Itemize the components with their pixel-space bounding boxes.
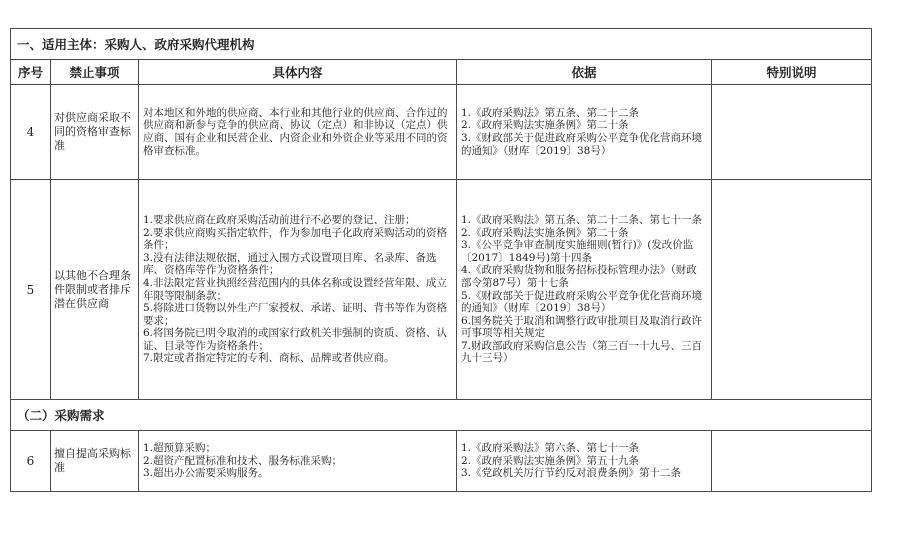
row-prohibited-item: 对供应商采取不同的资格审查标准 bbox=[51, 85, 139, 180]
row-prohibited-item: 擅自提高采购标准 bbox=[51, 431, 139, 492]
content-line: 3.超出办公需要采购服务。 bbox=[143, 467, 269, 480]
header-special-note: 特别说明 bbox=[712, 60, 872, 85]
table-row bbox=[11, 431, 872, 492]
content-line: 对本地区和外地的供应商、本行业和其他行业的供应商、合作过的供应商和新参与竞争的供应商、协议（定点）和非协议（定点）供应商、国有企业和民营企业、内资企业和外资企业等采用不同的资格审查标准。 bbox=[143, 106, 448, 157]
row-basis bbox=[457, 431, 712, 492]
content-line: 6.将国务院已明令取消的或国家行政机关非强制的资质、资格、认证、目录等作为资格条件； bbox=[143, 327, 448, 352]
basis-line: 1.《政府采购法》第五条、第二十二条 bbox=[461, 106, 640, 119]
basis-line: 3.《财政部关于促进政府采购公平竞争优化营商环境的通知》（财库〔2019〕38号） bbox=[461, 132, 703, 157]
basis-line: 1.《政府采购法》第五条、第二十二条、第七十一条 bbox=[461, 213, 703, 226]
header-row bbox=[11, 60, 872, 85]
basis-line: 2.《政府采购法实施条例》第二十条 bbox=[461, 226, 629, 239]
basis-line: 6.国务院关于取消和调整行政审批项目及取消行政许可事项等相关规定 bbox=[461, 314, 703, 340]
content-line: 2.要求供应商购买指定软件，作为参加电子化政府采购活动的资格条件； bbox=[143, 226, 448, 252]
row-content bbox=[139, 180, 457, 400]
content-line: 1.要求供应商在政府采购活动前进行不必要的登记、注册； bbox=[143, 213, 416, 226]
content-line: 1.超预算采购； bbox=[143, 442, 217, 455]
content-line: 5.将除进口货物以外生产厂家授权、承诺、证明、背书等作为资格要求； bbox=[143, 302, 448, 327]
basis-line: 3.《党政机关厉行节约反对浪费条例》第十二条 bbox=[461, 467, 682, 480]
row-content bbox=[139, 85, 457, 180]
row-content bbox=[139, 431, 457, 492]
content-line: 4.非法限定营业执照经营范围内的具体名称或设置经营年限、成立年限等限制条款； bbox=[143, 276, 448, 302]
section-heading-row bbox=[11, 29, 872, 60]
basis-line: 3.《公平竞争审查制度实施细则(暂行)》(发改价监〔2017〕1849号)第十四条 bbox=[461, 239, 694, 264]
section-title: 一、适用主体：采购人、政府采购代理机构 bbox=[11, 29, 872, 60]
content-line: 7.限定或者指定特定的专利、商标、品牌或者供应商。 bbox=[143, 352, 395, 365]
header-basis: 依据 bbox=[457, 60, 712, 85]
basis-line: 1.《政府采购法》第六条、第七十一条 bbox=[461, 442, 640, 455]
row-special-note bbox=[712, 431, 872, 492]
prohibited-items-table bbox=[10, 28, 872, 492]
row-number: 4 bbox=[11, 85, 51, 180]
row-special-note bbox=[712, 85, 872, 180]
header-number: 序号 bbox=[11, 60, 51, 85]
regulation-table-page bbox=[10, 28, 871, 492]
row-number: 6 bbox=[11, 431, 51, 492]
row-number: 5 bbox=[11, 180, 51, 400]
row-basis bbox=[457, 180, 712, 400]
section-title: （二）采购需求 bbox=[11, 400, 872, 431]
content-line: 2.超资产配置标准和技术、服务标准采购； bbox=[143, 454, 343, 467]
basis-line: 5.《财政部关于促进政府采购公平竞争优化营商环境的通知》（财库〔2019〕38号） bbox=[461, 289, 703, 315]
row-prohibited-item: 以其他不合理条件限制或者排斥潜在供应商 bbox=[51, 180, 139, 400]
content-line: 3.没有法律法规依据，通过入围方式设置项目库、名录库、备选库、资格库等作为资格条件； bbox=[143, 251, 437, 277]
basis-line: 4.《政府采购货物和服务招标投标管理办法》（财政部令第87号）第十七条 bbox=[461, 264, 697, 289]
basis-line: 2.《政府采购法实施条例》第五十九条 bbox=[461, 454, 640, 467]
table-row bbox=[11, 85, 872, 180]
header-prohibited-item: 禁止事项 bbox=[51, 60, 139, 85]
row-special-note bbox=[712, 180, 872, 400]
section-heading-row bbox=[11, 400, 872, 431]
row-basis bbox=[457, 85, 712, 180]
basis-line: 7.财政部政府采购信息公告（第三百一十九号、三百九十三号） bbox=[461, 339, 703, 365]
basis-line: 2.《政府采购法实施条例》第二十条 bbox=[461, 119, 629, 132]
table-row bbox=[11, 180, 872, 400]
header-content: 具体内容 bbox=[139, 60, 457, 85]
